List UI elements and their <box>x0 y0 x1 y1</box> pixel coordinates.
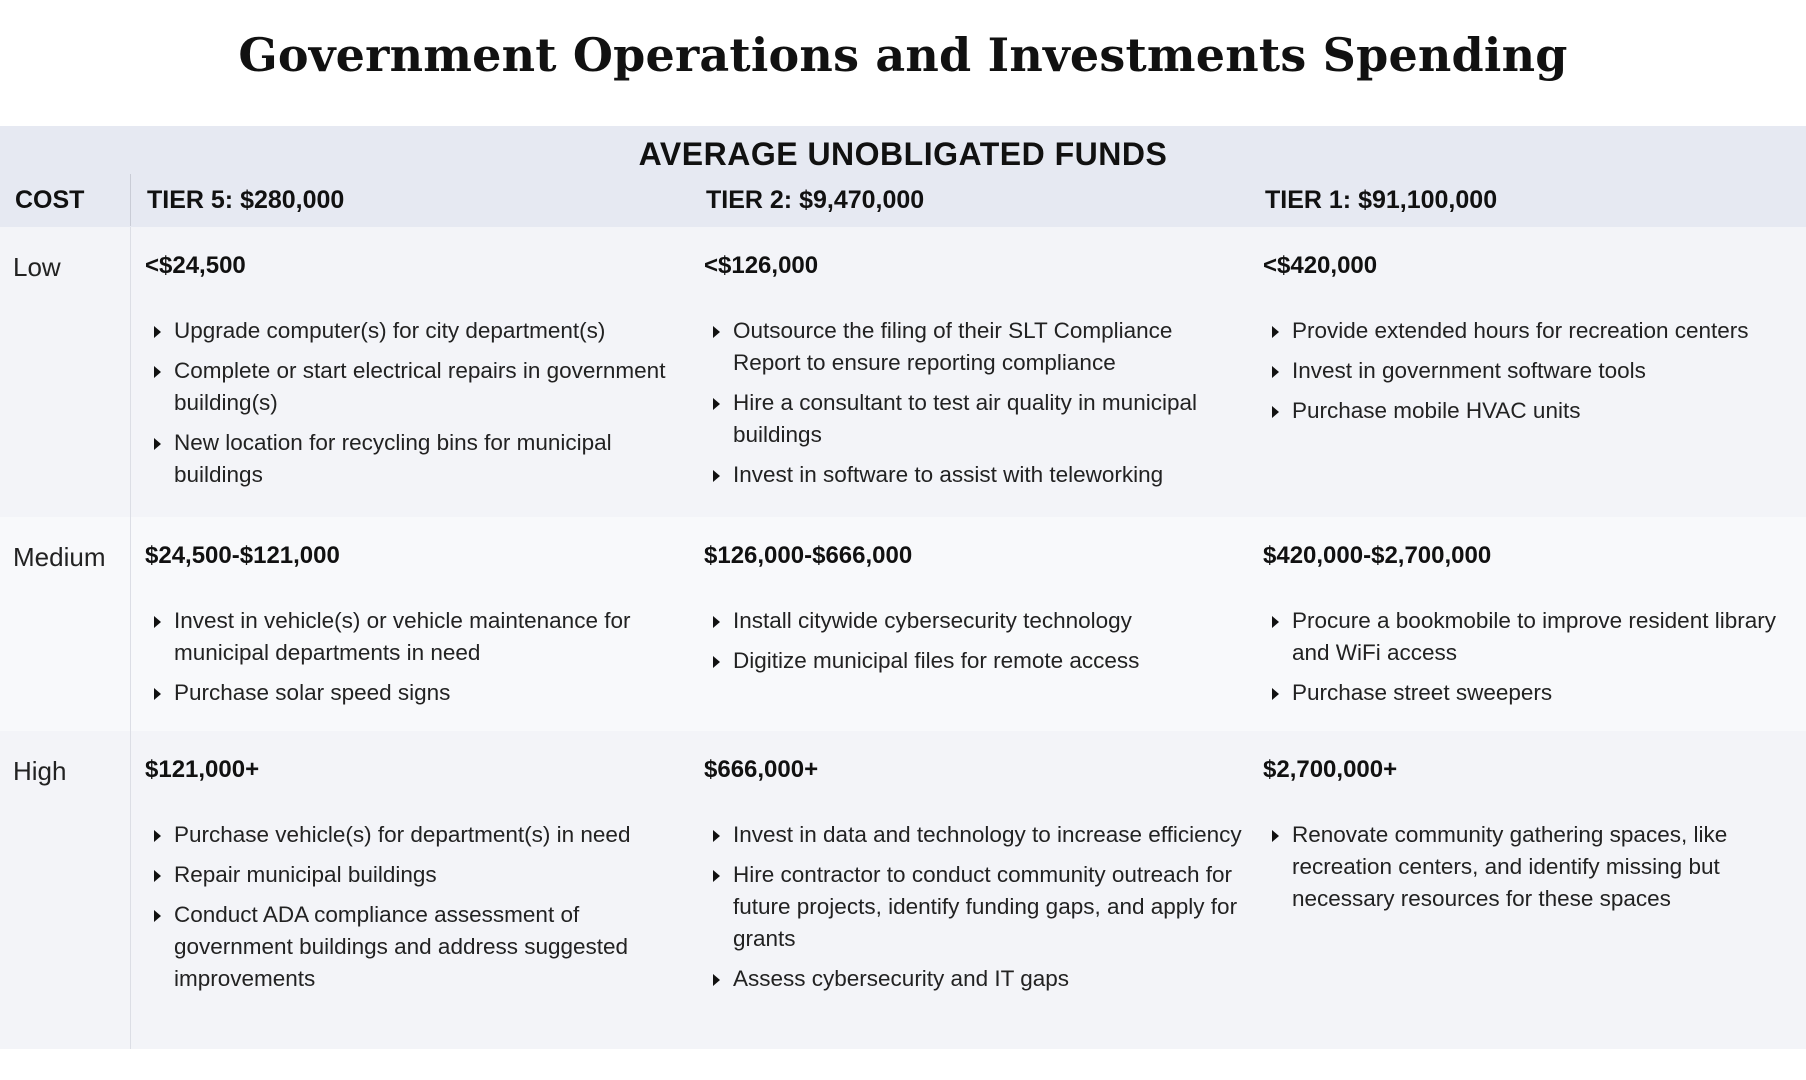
table-cell <box>1263 252 1803 423</box>
bullet-triangle-icon <box>713 656 720 668</box>
table-row-low <box>0 227 1806 517</box>
bullet-triangle-icon <box>713 470 720 482</box>
table-cell <box>704 252 1244 487</box>
bullet-triangle-icon <box>154 438 161 450</box>
item-list <box>704 819 1244 1003</box>
bullet-triangle-icon <box>1272 688 1279 700</box>
bullet-triangle-icon <box>713 830 720 842</box>
item-list <box>1263 315 1803 435</box>
list-item: Procure a bookmobile to improve resident library and WiFi access <box>1263 605 1803 669</box>
list-item: Assess cybersecurity and IT gaps <box>704 963 1244 995</box>
list-item: Repair municipal buildings <box>145 859 685 891</box>
table-cell <box>145 252 685 487</box>
tier-1-header: TIER 1: $91,100,000 <box>1265 186 1498 214</box>
cost-label: Medium <box>13 542 106 572</box>
list-item: Provide extended hours for recreation centers <box>1263 315 1803 347</box>
cost-range: $420,000-$2,700,000 <box>1263 542 1492 569</box>
list-item: Purchase solar speed signs <box>145 677 685 709</box>
bullet-triangle-icon <box>713 616 720 628</box>
bullet-triangle-icon <box>154 870 161 882</box>
cost-range: $121,000+ <box>145 756 260 783</box>
page-title: Government Operations and Investments Spending <box>238 28 1568 82</box>
list-item: Hire a consultant to test air quality in municipal buildings <box>704 387 1244 451</box>
cost-range: <$420,000 <box>1263 252 1378 279</box>
cost-column-header: COST <box>15 186 85 214</box>
table-row-high <box>0 731 1806 1049</box>
item-list <box>145 605 685 717</box>
bullet-triangle-icon <box>154 910 161 922</box>
header-divider <box>130 174 131 226</box>
list-item: Renovate community gathering spaces, like recreation centers, and identify missing but necessary resources for these spaces <box>1263 819 1803 915</box>
table-row-medium <box>0 517 1806 731</box>
cost-label: High <box>13 756 67 786</box>
bullet-triangle-icon <box>1272 830 1279 842</box>
bullet-triangle-icon <box>713 326 720 338</box>
list-item: Conduct ADA compliance assessment of government buildings and address suggested improvements <box>145 899 685 995</box>
item-list <box>1263 605 1803 717</box>
table-cell <box>145 756 685 991</box>
list-item: Digitize municipal files for remote access <box>704 645 1244 677</box>
list-item: New location for recycling bins for municipal buildings <box>145 427 685 491</box>
table-cell <box>145 542 685 705</box>
bullet-triangle-icon <box>713 398 720 410</box>
table-cell <box>1263 756 1803 911</box>
tier-5-header: TIER 5: $280,000 <box>147 186 345 214</box>
table-cell <box>704 542 1244 673</box>
bullet-triangle-icon <box>713 974 720 986</box>
list-item: Complete or start electrical repairs in government building(s) <box>145 355 685 419</box>
list-item: Purchase mobile HVAC units <box>1263 395 1803 427</box>
bullet-triangle-icon <box>1272 616 1279 628</box>
table-header <box>0 126 1806 228</box>
list-item: Invest in data and technology to increase efficiency <box>704 819 1244 851</box>
cost-range: $126,000-$666,000 <box>704 542 913 569</box>
cost-range: $24,500-$121,000 <box>145 542 340 569</box>
list-item: Purchase vehicle(s) for department(s) in need <box>145 819 685 851</box>
bullet-triangle-icon <box>154 688 161 700</box>
cost-range: <$24,500 <box>145 252 246 279</box>
bullet-triangle-icon <box>154 366 161 378</box>
bullet-triangle-icon <box>154 616 161 628</box>
list-item: Outsource the filing of their SLT Compliance Report to ensure reporting compliance <box>704 315 1244 379</box>
bullet-triangle-icon <box>1272 406 1279 418</box>
table-cell <box>704 756 1244 991</box>
item-list <box>1263 819 1803 923</box>
list-item: Invest in government software tools <box>1263 355 1803 387</box>
list-item: Hire contractor to conduct community outreach for future projects, identify funding gaps, and apply for grants <box>704 859 1244 955</box>
item-list <box>704 315 1244 499</box>
tier-2-header: TIER 2: $9,470,000 <box>706 186 925 214</box>
list-item: Invest in vehicle(s) or vehicle maintenance for municipal departments in need <box>145 605 685 669</box>
list-item: Invest in software to assist with teleworking <box>704 459 1244 491</box>
item-list <box>145 315 685 499</box>
item-list <box>704 605 1244 685</box>
list-item: Install citywide cybersecurity technology <box>704 605 1244 637</box>
list-item: Purchase street sweepers <box>1263 677 1803 709</box>
list-item: Upgrade computer(s) for city department(s) <box>145 315 685 347</box>
bullet-triangle-icon <box>154 830 161 842</box>
cost-range: $666,000+ <box>704 756 819 783</box>
table-cell <box>1263 542 1803 705</box>
cost-label: Low <box>13 252 61 282</box>
bullet-triangle-icon <box>154 326 161 338</box>
bullet-triangle-icon <box>713 870 720 882</box>
item-list <box>145 819 685 1003</box>
bullet-triangle-icon <box>1272 366 1279 378</box>
cost-range: <$126,000 <box>704 252 819 279</box>
column-divider <box>130 227 131 1049</box>
header-banner: AVERAGE UNOBLIGATED FUNDS <box>638 136 1168 172</box>
bullet-triangle-icon <box>1272 326 1279 338</box>
cost-range: $2,700,000+ <box>1263 756 1398 783</box>
